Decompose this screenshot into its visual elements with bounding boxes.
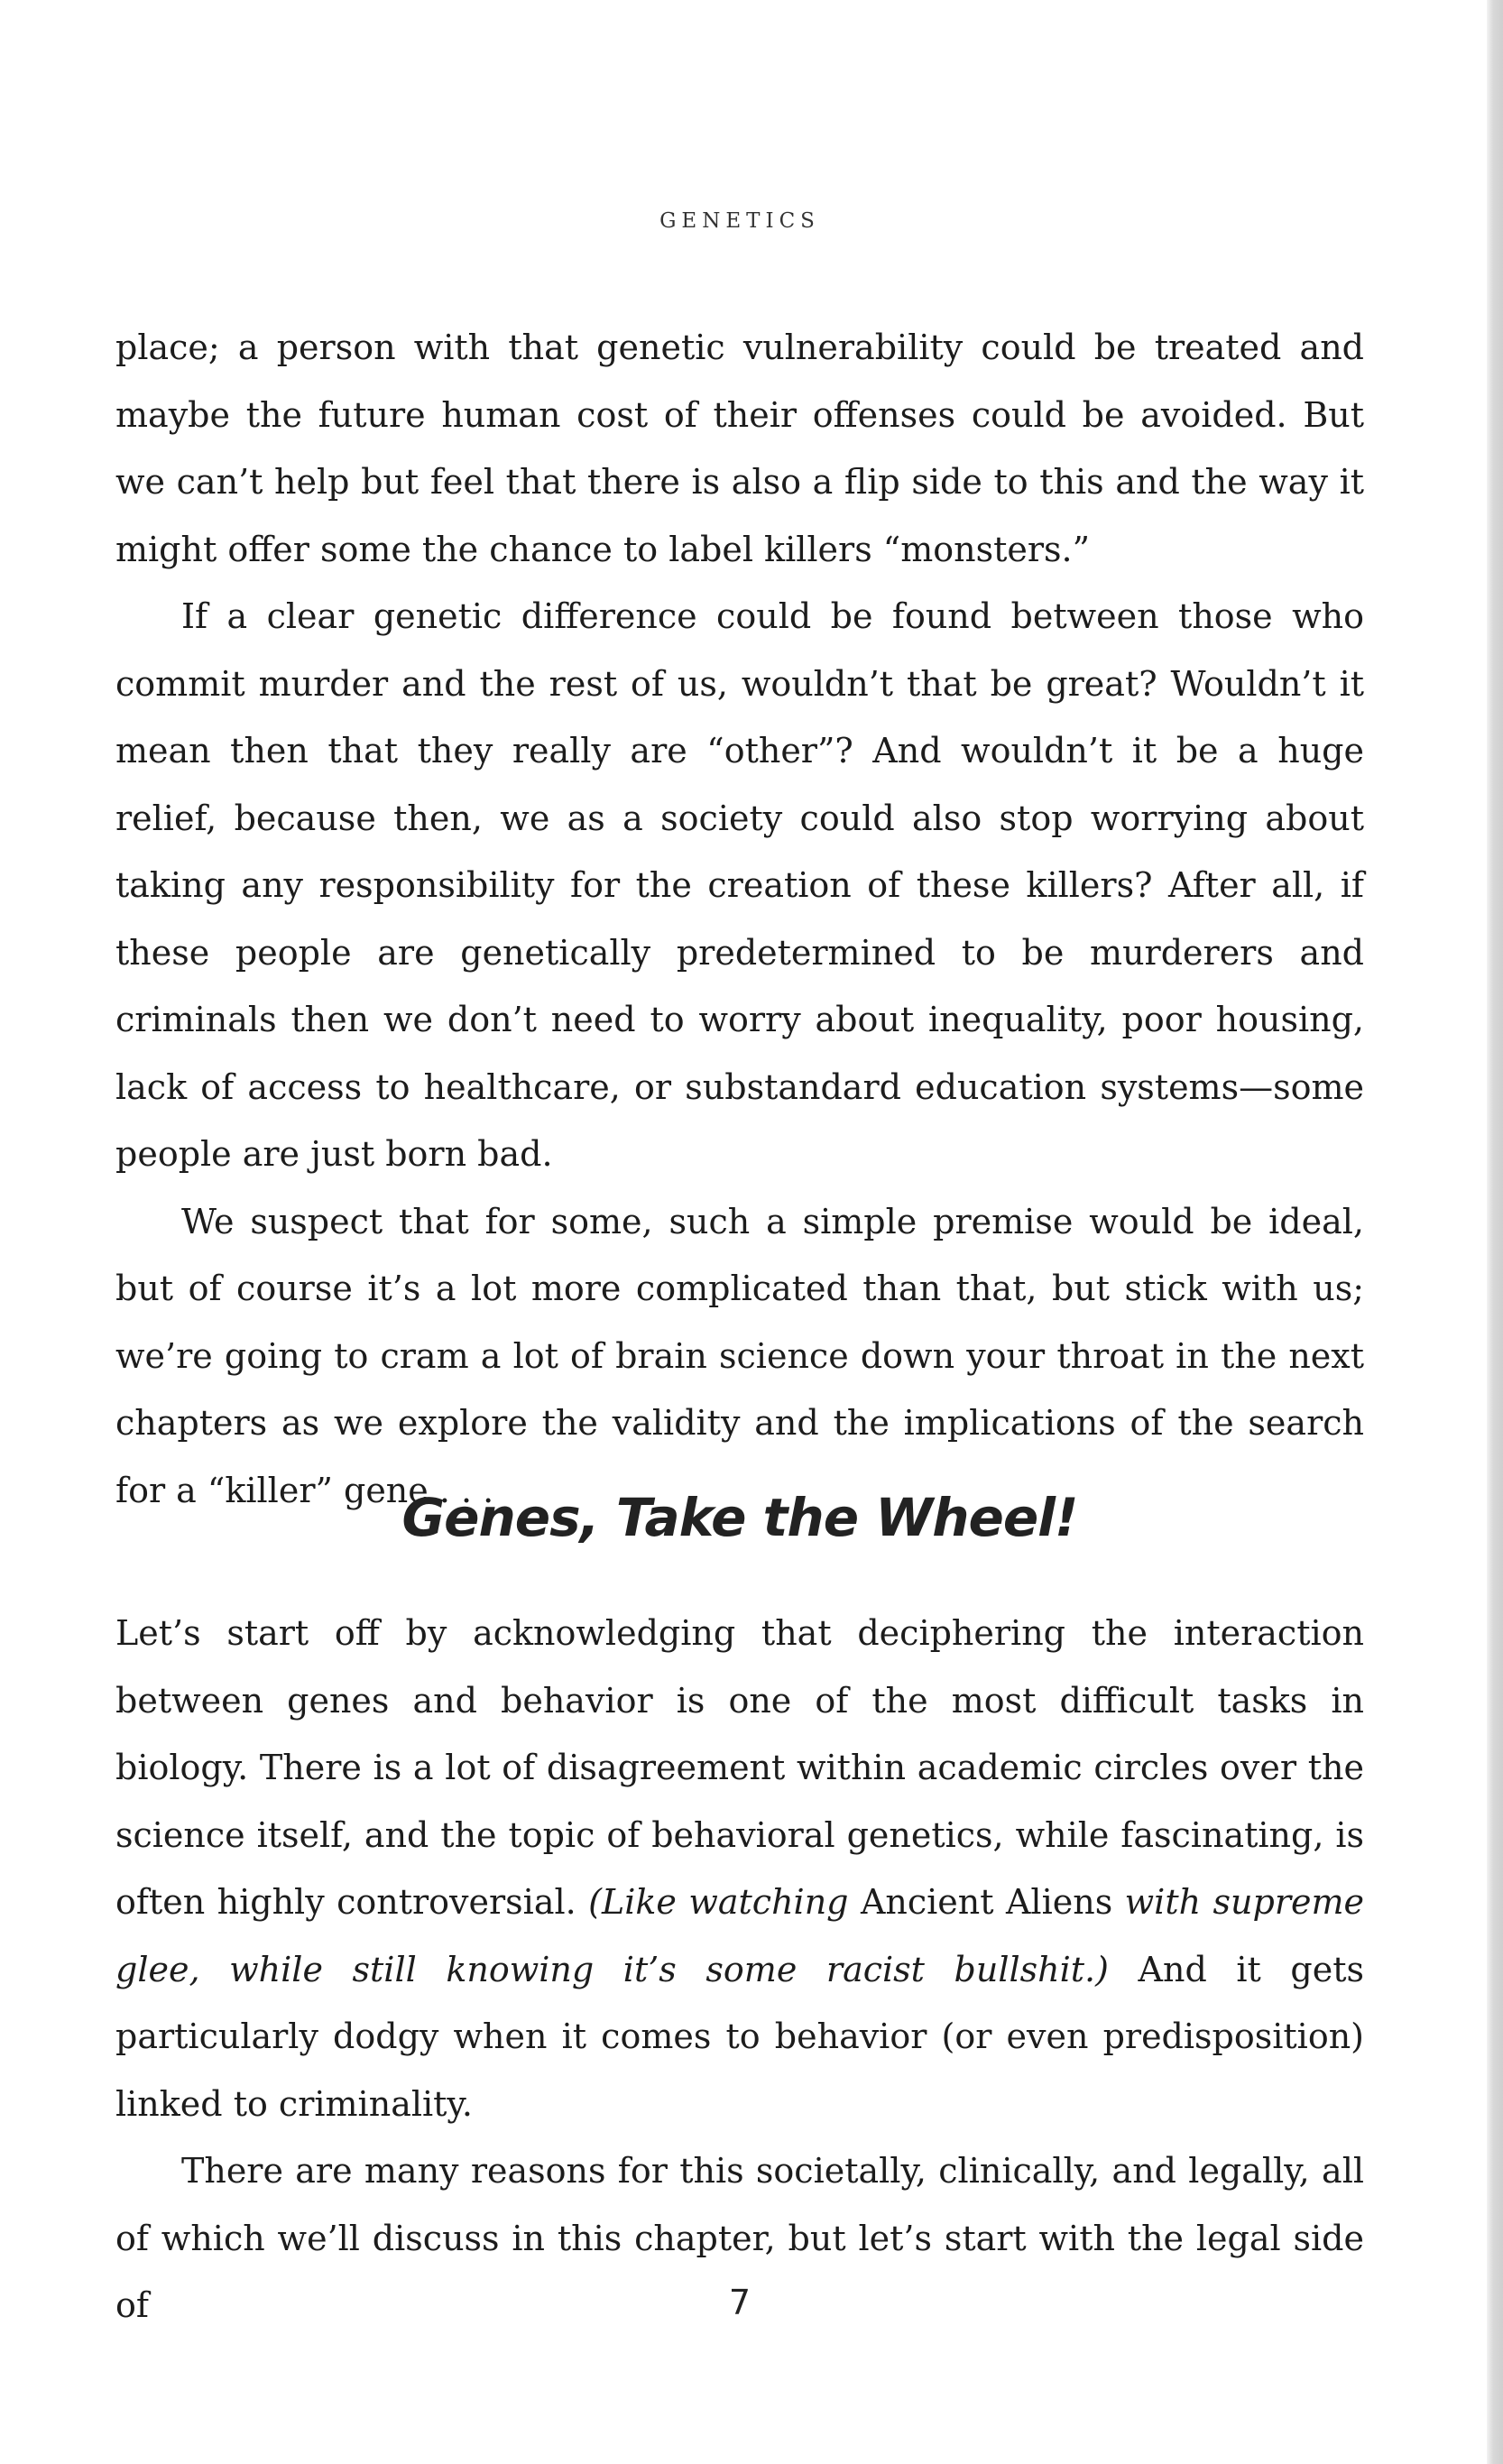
- paragraph-1: place; a person with that genetic vulnerability could be treated and maybe the future human cost of their offenses could be avoided. But we can’t help but feel that there is also a flip side to this and the way it might offer some the chance to label killers “monsters.”: [115, 328, 1364, 569]
- body-text-bottom: [115, 1600, 1364, 2339]
- section-heading: Genes, Take the Wheel!: [401, 1487, 1078, 1548]
- paragraph-4-text: Let’s start off by acknowledging that deciphering the interaction between genes and behavior is one of the most difficult tasks in biology. There is a lot of disagreement within academic circles over the science itself, and the topic of behavioral genetics, while fascinating, is often highly controversial.: [115, 1613, 1364, 1922]
- paragraph-3: We suspect that for some, such a simple premise would be ideal, but of course it’s a lot more complicated than that, but stick with us; we’re going to cram a lot of brain science down your throat in the next chapters as we explore the validity and the implications of the search for a “killer” gene . . .: [115, 1201, 1364, 1510]
- show-title: Ancient Aliens: [860, 1882, 1113, 1922]
- running-head: GENETICS: [659, 209, 820, 233]
- aside-start: (Like watching: [588, 1882, 861, 1922]
- paragraph-4: [115, 1600, 1364, 2137]
- paragraph-2: If a clear genetic difference could be found between those who commit murder and the rest of us, wouldn’t that be great? Wouldn’t it mean then that they really are “other”? And wouldn’t it be a huge relief, because then, we as a society could also stop worrying about taking any responsibility for the creation of these killers? After all, if these people are genetically predetermined to be murderers and criminals then we don’t need to worry about inequality, poor housing, lack of access to healthcare, or substandard education systems—some people are just born bad.: [115, 596, 1364, 1174]
- page-number: 7: [728, 2283, 752, 2322]
- aside-end: with supreme glee, while still knowing it’s some racist bullshit.): [115, 1882, 1364, 1989]
- page-edge-shadow: [1487, 0, 1503, 2464]
- paragraph-4-ending: And it gets particularly dodgy when it comes to behavior (or even predisposition) linked to criminality.: [115, 1949, 1364, 2124]
- paragraph-5: There are many reasons for this societally, clinically, and legally, all of which we’ll discuss in this chapter, but let’s start with the legal side of: [115, 2151, 1364, 2325]
- body-text-top: [115, 314, 1364, 1524]
